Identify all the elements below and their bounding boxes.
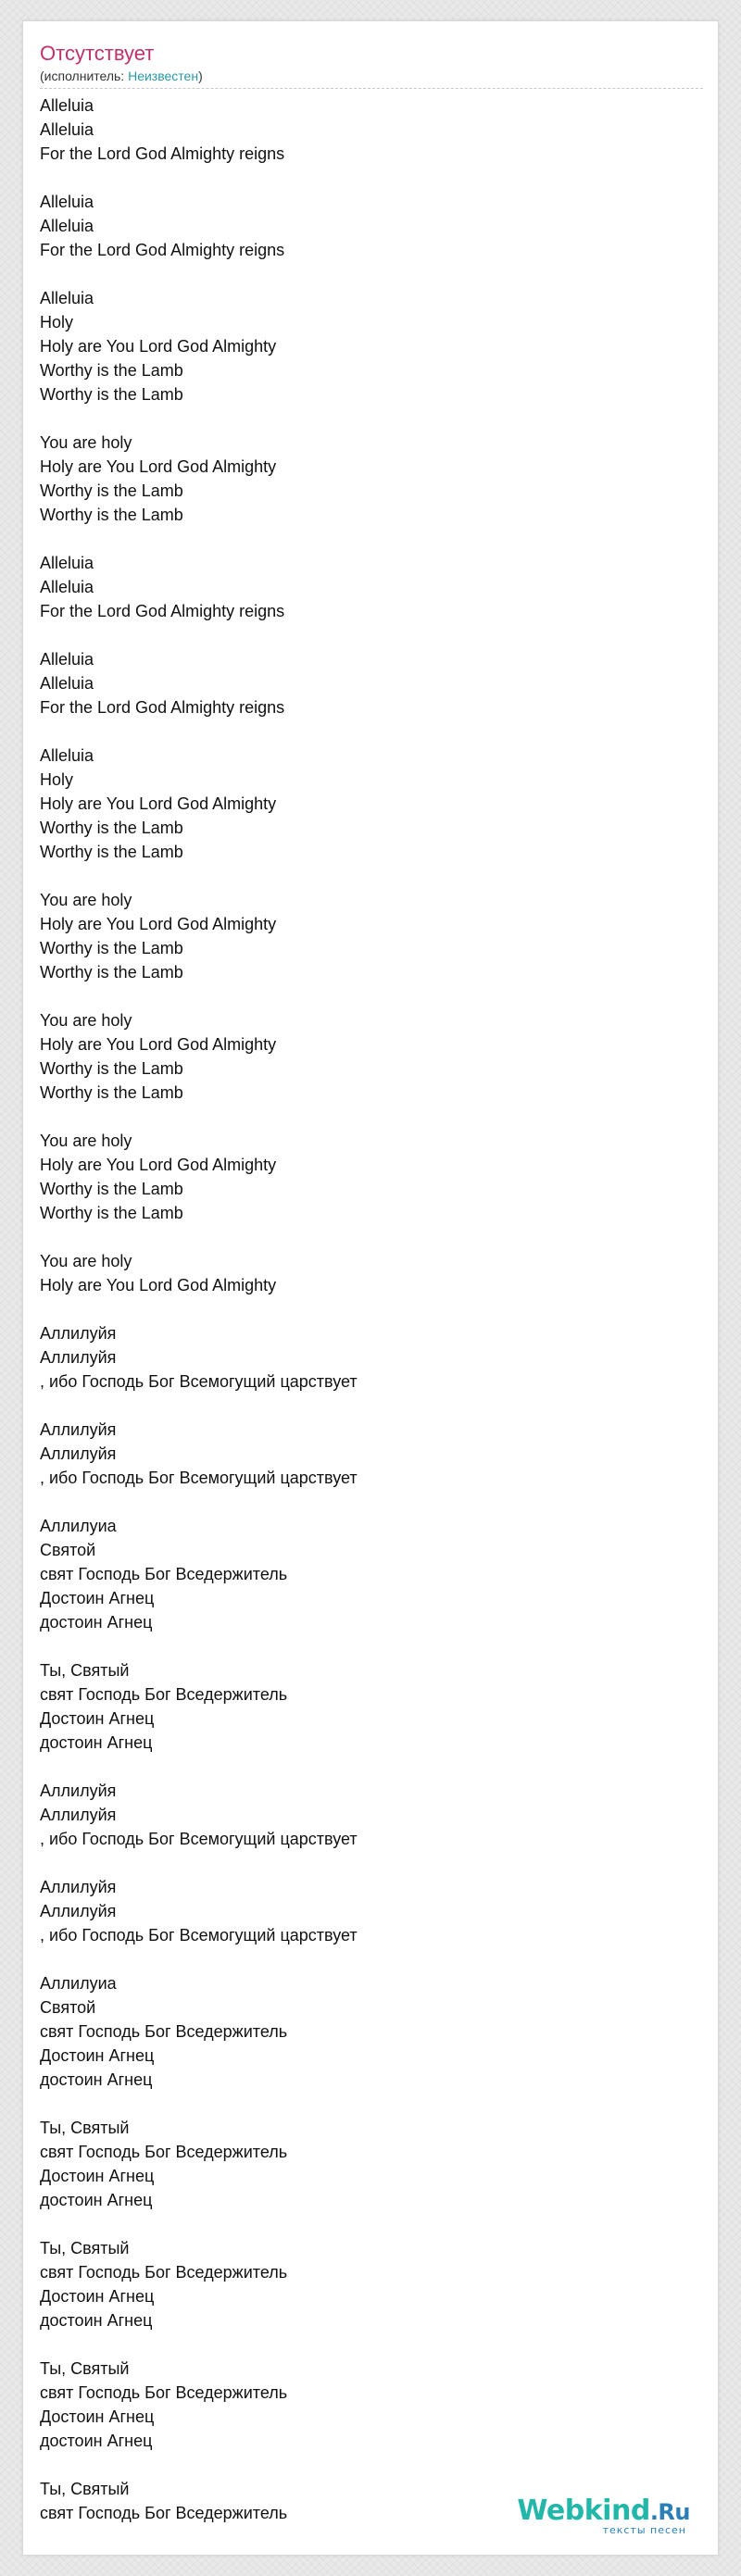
lyric-line: Аллилуиа <box>40 1517 117 1535</box>
lyric-blank-line <box>40 1490 703 1514</box>
lyric-line: достоин Агнец <box>40 2070 153 2089</box>
lyric-line: Alleluia <box>40 674 94 693</box>
lyric-line: Аллилуйя <box>40 1902 117 1920</box>
lyric-line: You are holy <box>40 433 132 452</box>
lyric-blank-line <box>40 527 703 551</box>
lyric-line: , ибо Господь Бог Всемогущий царствует <box>40 1830 358 1848</box>
lyric-line: Worthy is the Lamb <box>40 1204 183 1222</box>
lyric-line: , ибо Господь Бог Всемогущий царствует <box>40 1372 358 1391</box>
lyric-line: Ты, Святый <box>40 2239 130 2257</box>
lyric-blank-line <box>40 166 703 190</box>
lyric-line: You are holy <box>40 1252 132 1270</box>
lyric-blank-line <box>40 2092 703 2116</box>
lyric-line: Достоин Агнец <box>40 2287 155 2306</box>
lyric-line: Worthy is the Lamb <box>40 819 183 837</box>
lyric-blank-line <box>40 1297 703 1321</box>
artist-link[interactable]: Неизвестен <box>128 69 199 83</box>
artist-prefix: (исполнитель: <box>40 69 129 83</box>
lyric-line: You are holy <box>40 1132 132 1150</box>
lyric-line: Святой <box>40 1998 96 2017</box>
lyric-blank-line <box>40 2453 703 2477</box>
lyric-line: свят Господь Бог Вседержитель <box>40 1685 288 1704</box>
lyric-line: Holy <box>40 770 74 789</box>
lyric-line: You are holy <box>40 891 132 909</box>
lyric-blank-line <box>40 1634 703 1658</box>
lyric-line: свят Господь Бог Вседержитель <box>40 2143 288 2161</box>
lyric-line: Holy are You Lord God Almighty <box>40 457 277 476</box>
lyric-line: Alleluia <box>40 746 94 765</box>
lyric-line: Worthy is the Lamb <box>40 939 183 957</box>
lyric-blank-line <box>40 984 703 1008</box>
lyric-line: Аллилуйя <box>40 1324 117 1343</box>
lyric-line: достоин Агнец <box>40 1733 153 1752</box>
lyric-blank-line <box>40 262 703 286</box>
lyric-line: Достоин Агнец <box>40 1709 155 1728</box>
lyric-line: Аллилуйя <box>40 1878 117 1896</box>
lyric-line: Worthy is the Lamb <box>40 1083 183 1102</box>
lyric-line: Holy are You Lord God Almighty <box>40 1156 277 1174</box>
lyric-blank-line <box>40 1851 703 1875</box>
lyric-line: достоин Агнец <box>40 2191 153 2209</box>
lyric-line: Worthy is the Lamb <box>40 361 183 380</box>
lyric-line: Holy are You Lord God Almighty <box>40 794 277 813</box>
lyric-line: Holy are You Lord God Almighty <box>40 915 277 933</box>
lyric-line: Worthy is the Lamb <box>40 481 183 500</box>
lyric-line: свят Господь Бог Вседержитель <box>40 2022 288 2041</box>
lyric-line: For the Lord God Almighty reigns <box>40 602 285 620</box>
lyric-line: Alleluia <box>40 193 94 211</box>
lyric-blank-line <box>40 406 703 431</box>
lyric-line: Alleluia <box>40 578 94 596</box>
lyric-line: For the Lord God Almighty reigns <box>40 241 285 259</box>
lyric-blank-line <box>40 1947 703 1971</box>
lyric-line: Worthy is the Lamb <box>40 385 183 404</box>
lyric-line: Святой <box>40 1541 96 1559</box>
lyric-line: Достоин Агнец <box>40 1589 155 1607</box>
lyric-line: Ты, Святый <box>40 2359 130 2378</box>
lyric-line: Alleluia <box>40 96 94 115</box>
lyric-line: Holy <box>40 313 74 331</box>
lyric-line: Alleluia <box>40 554 94 572</box>
lyric-line: Аллилуйя <box>40 1420 117 1439</box>
lyric-line: достоин Агнец <box>40 1613 153 1632</box>
lyric-line: Alleluia <box>40 217 94 235</box>
lyric-blank-line <box>40 864 703 888</box>
logo-tagline: тексты песен <box>602 2524 686 2536</box>
artist-suffix: ) <box>198 69 203 83</box>
logo-name: Webkind <box>517 2495 650 2527</box>
lyric-blank-line <box>40 1394 703 1418</box>
lyric-line: Worthy is the Lamb <box>40 963 183 982</box>
lyric-line: Аллилуйя <box>40 1782 117 1800</box>
lyric-blank-line <box>40 2212 703 2236</box>
lyric-line: Alleluia <box>40 650 94 669</box>
lyric-line: Аллилуйя <box>40 1444 117 1463</box>
lyric-line: Ты, Святый <box>40 1661 130 1680</box>
lyric-line: Alleluia <box>40 120 94 139</box>
song-title: Отсутствует <box>40 42 155 65</box>
lyric-line: достоин Агнец <box>40 2311 153 2330</box>
lyric-line: Аллилуиа <box>40 1974 117 1993</box>
lyric-blank-line <box>40 1755 703 1779</box>
lyric-line: Holy are You Lord God Almighty <box>40 1035 277 1054</box>
logo-tld: .Ru <box>649 2499 690 2525</box>
lyric-line: Alleluia <box>40 289 94 307</box>
lyric-line: For the Lord God Almighty reigns <box>40 698 285 717</box>
lyrics-card <box>22 20 719 2556</box>
lyric-line: Worthy is the Lamb <box>40 1059 183 1078</box>
lyric-line: Worthy is the Lamb <box>40 506 183 524</box>
lyric-line: Аллилуйя <box>40 1348 117 1367</box>
lyric-line: For the Lord God Almighty reigns <box>40 144 285 163</box>
logo-wordmark <box>517 2496 690 2527</box>
lyric-line: свят Господь Бог Вседержитель <box>40 1565 288 1583</box>
lyric-line: Worthy is the Lamb <box>40 843 183 861</box>
lyric-line: You are holy <box>40 1011 132 1030</box>
lyric-line: Holy are You Lord God Almighty <box>40 337 277 356</box>
lyrics-text <box>40 94 703 2525</box>
artist-line <box>40 68 703 84</box>
lyric-line: Ты, Святый <box>40 2119 130 2137</box>
lyric-line: достоин Агнец <box>40 2432 153 2450</box>
lyric-line: Ты, Святый <box>40 2480 130 2498</box>
lyric-line: Достоин Агнец <box>40 2046 155 2065</box>
lyric-blank-line <box>40 1105 703 1129</box>
lyric-line: свят Господь Бог Вседержитель <box>40 2383 288 2402</box>
lyric-line: Worthy is the Lamb <box>40 1180 183 1198</box>
lyric-line: свят Господь Бог Вседержитель <box>40 2263 288 2282</box>
lyric-line: , ибо Господь Бог Всемогущий царствует <box>40 1926 358 1945</box>
lyric-line: Достоин Агнец <box>40 2407 155 2426</box>
lyric-line: свят Господь Бог Вседержитель <box>40 2504 288 2522</box>
song-header <box>40 42 703 89</box>
lyric-line: Достоин Агнец <box>40 2167 155 2185</box>
webkind-logo[interactable] <box>517 2496 690 2536</box>
lyric-line: Аллилуйя <box>40 1806 117 1824</box>
lyric-blank-line <box>40 623 703 647</box>
lyric-blank-line <box>40 719 703 744</box>
lyric-line: Holy are You Lord God Almighty <box>40 1276 277 1294</box>
lyric-blank-line <box>40 1225 703 1249</box>
lyric-line: , ибо Господь Бог Всемогущий царствует <box>40 1469 358 1487</box>
lyric-blank-line <box>40 2332 703 2357</box>
